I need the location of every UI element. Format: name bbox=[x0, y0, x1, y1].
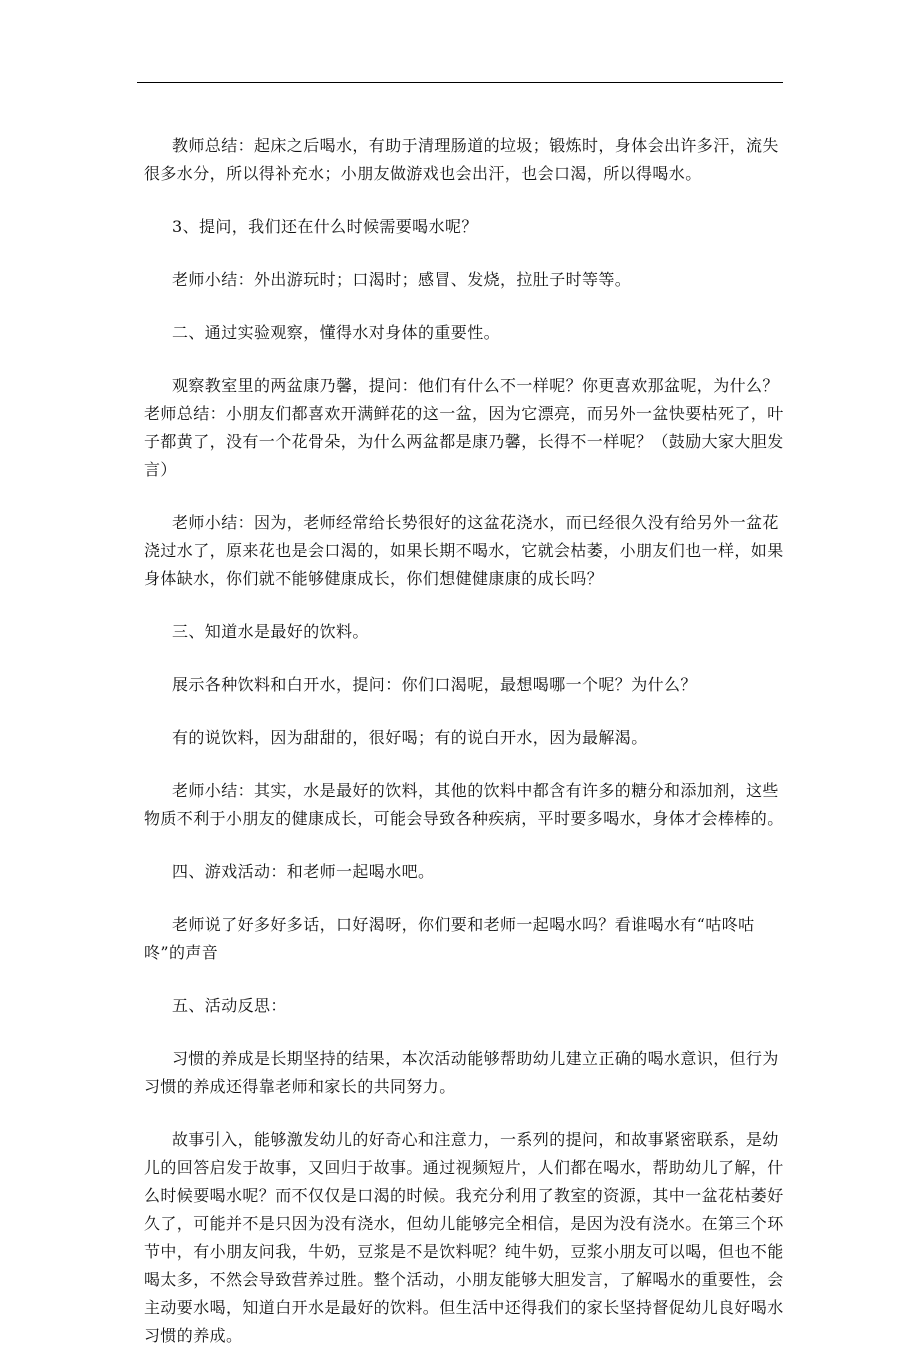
document-body bbox=[144, 132, 784, 1350]
paragraph-question-3: 3、提问，我们还在什么时候需要喝水呢？ bbox=[172, 217, 478, 236]
paragraph-show-drinks: 展示各种饮料和白开水，提问：你们口渴呢，最想喝哪一个呢？为什么？ bbox=[172, 675, 697, 694]
paragraph-drink-together: 老师说了好多好多话，口好渴呀，你们要和老师一起喝水吗？看谁喝水有“咕咚咕咚”的声音 bbox=[144, 915, 755, 962]
heading-section-4: 四、游戏活动：和老师一起喝水吧。 bbox=[172, 862, 435, 881]
paragraph-habit-formation: 习惯的养成是长期坚持的结果，本次活动能够帮助幼儿建立正确的喝水意识，但行为习惯的养成还得靠老师和家长的共同努力。 bbox=[144, 1049, 779, 1096]
paragraph-teacher-summary: 教师总结：起床之后喝水，有助于清理肠道的垃圾；锻炼时，身体会出许多汗，流失很多水分，所以得补充水；小朋友做游戏也会出汗，也会口渴，所以得喝水。 bbox=[144, 136, 779, 183]
heading-section-3: 三、知道水是最好的饮料。 bbox=[172, 622, 369, 641]
heading-section-2: 二、通过实验观察，懂得水对身体的重要性。 bbox=[172, 323, 501, 342]
paragraph-teacher-brief-1: 老师小结：外出游玩时；口渴时；感冒、发烧，拉肚子时等等。 bbox=[172, 270, 632, 289]
paragraph-teacher-brief-2: 老师小结：因为，老师经常给长势很好的这盆花浇水，而已经很久没有给另外一盆花浇过水了，原来花也是会口渴的，如果长期不喝水，它就会枯萎，小朋友们也一样，如果身体缺水，你们就不能够健康成长，你们想健健康康的成长吗？ bbox=[144, 513, 784, 588]
paragraph-observe-carnations: 观察教室里的两盆康乃馨，提问：他们有什么不一样呢？你更喜欢那盆呢，为什么？老师总结：小朋友们都喜欢开满鲜花的这一盆，因为它漂亮，而另外一盆快要枯死了，叶子都黄了，没有一个花骨朵，为什么两盆都是康乃馨，长得不一样呢？（鼓励大家大胆发言） bbox=[144, 376, 784, 479]
paragraph-teacher-brief-3: 老师小结：其实，水是最好的饮料，其他的饮料中都含有许多的糖分和添加剂，这些物质不利于小朋友的健康成长，可能会导致各种疾病，平时要多喝水，身体才会棒棒的。 bbox=[144, 781, 784, 828]
paragraph-reflection: 故事引入，能够激发幼儿的好奇心和注意力，一系列的提问，和故事紧密联系，是幼儿的回答启发于故事，又回归于故事。通过视频短片，人们都在喝水，帮助幼儿了解，什么时候要喝水呢？而不仅仅是口渴的时候。我充分利用了教室的资源，其中一盆花枯萎好久了，可能并不是只因为没有浇水，但幼儿能够完全相信，是因为没有浇水。在第三个环节中，有小朋友问我，牛奶，豆浆是不是饮料呢？纯牛奶，豆浆小朋友可以喝，但也不能喝太多，不然会导致营养过胜。整个活动，小朋友能够大胆发言，了解喝水的重要性，会主动要水喝，知道白开水是最好的饮料。但生活中还得我们的家长坚持督促幼儿良好喝水习惯的养成。 bbox=[144, 1130, 784, 1345]
paragraph-children-answers: 有的说饮料，因为甜甜的，很好喝；有的说白开水，因为最解渴。 bbox=[172, 728, 648, 747]
heading-section-5: 五、活动反思： bbox=[172, 996, 287, 1015]
header-rule bbox=[137, 82, 783, 83]
